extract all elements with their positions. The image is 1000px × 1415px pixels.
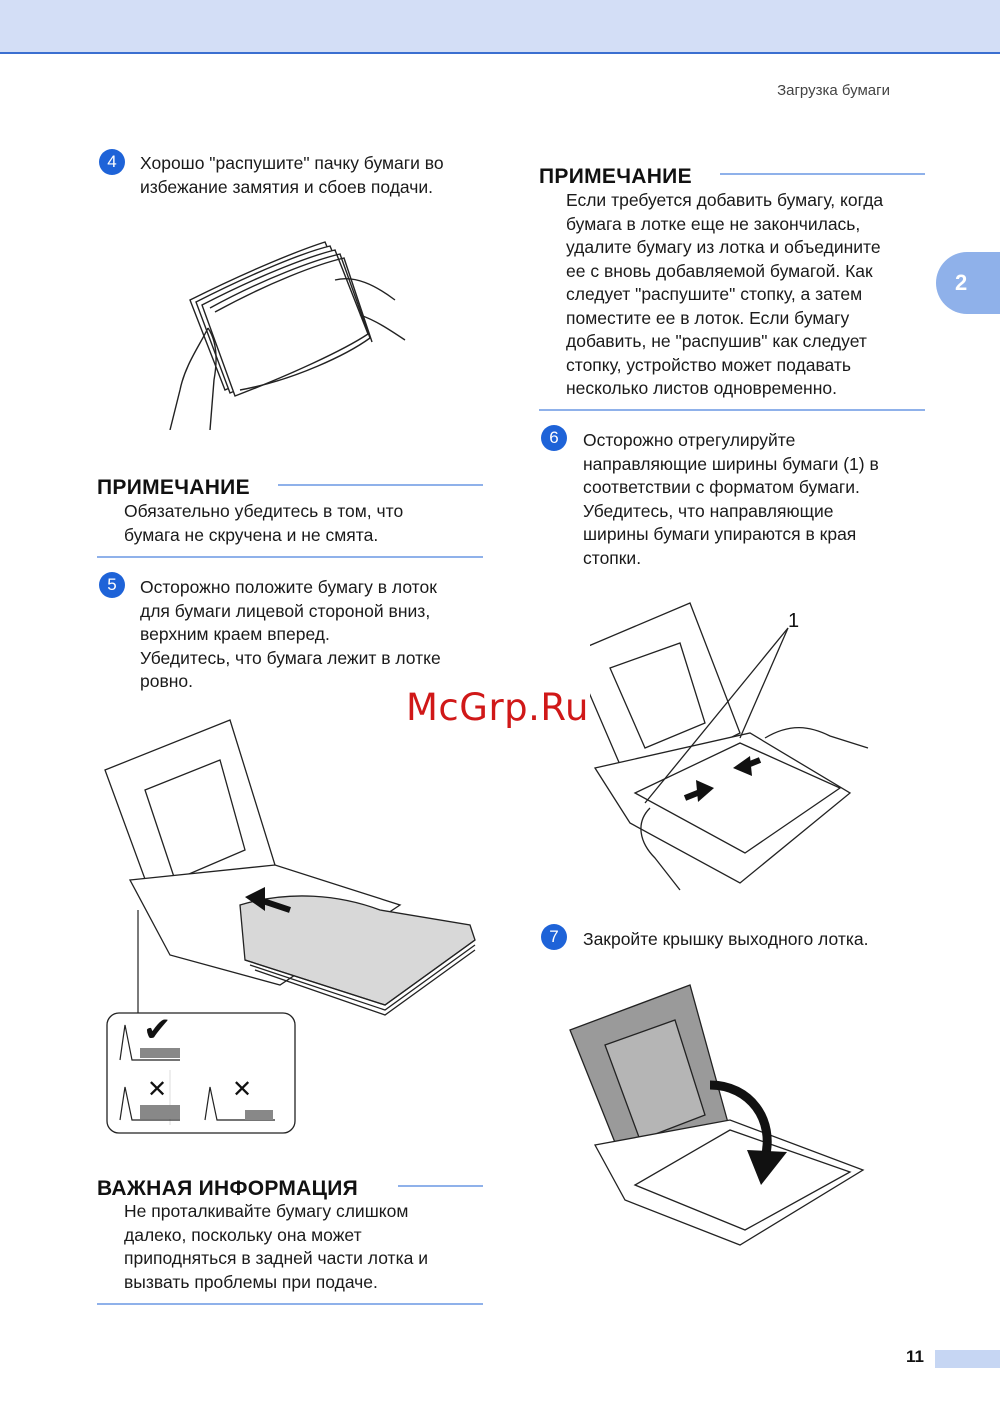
step-6-text: Осторожно отрегулируйте направляющие ширины бумаги (1) в соответствии с форматом бумаги. Убедитесь, что направляющие ширины бумаги упираются в края стопки. <box>583 430 879 568</box>
wrong-mark-icon: ✕ <box>147 1075 168 1103</box>
step-5-text: Осторожно положите бумагу в лоток для бумаги лицевой стороной вниз, верхним краем вперед. Убедитесь, что бумага лежит в лотке ровно. <box>140 577 441 691</box>
page-tab <box>935 1350 1000 1368</box>
page-number: 11 <box>906 1347 924 1366</box>
step-6-badge: 6 <box>541 425 567 451</box>
note-bottom-rule <box>539 409 925 411</box>
important-body: Не проталкивайте бумагу слишком далеко, поскольку она может приподняться в задней части лотка и вызвать проблемы при подаче. <box>124 1201 428 1292</box>
step-4-text: Хорошо "распушите" пачку бумаги во избежание замятия и сбоев подачи. <box>140 153 444 197</box>
important-bottom-rule <box>97 1303 483 1305</box>
running-title: Загрузка бумаги <box>777 82 890 99</box>
note-heading: ПРИМЕЧАНИЕ <box>539 165 692 188</box>
note-bottom-rule <box>97 556 483 558</box>
note-body: Если требуется добавить бумагу, когда бумага в лотке еще не закончилась, удалите бумагу из лотка и объедините ее с вновь добавляемой бумагой. Как следует "распушите" стопку, а затем поместите ее в лоток. Если бумагу добавить, не "распушив" как следует стопку, устройство может подавать несколько листов одновременно. <box>566 190 884 398</box>
important-heading: ВАЖНАЯ ИНФОРМАЦИЯ <box>97 1177 359 1200</box>
correct-mark-icon: ✔ <box>143 1010 172 1050</box>
step-5-badge: 5 <box>99 572 125 598</box>
step-7-badge: 7 <box>541 924 567 950</box>
note-heading-rule <box>278 484 483 486</box>
chapter-tab[interactable] <box>936 252 1000 314</box>
paper-tray-load-illustration <box>100 715 485 1140</box>
note-heading-rule <box>720 173 925 175</box>
header-band <box>0 0 1000 54</box>
important-heading-rule <box>398 1185 483 1187</box>
note-heading: ПРИМЕЧАНИЕ <box>97 476 250 499</box>
chapter-number: 2 <box>955 270 968 295</box>
close-output-tray-illustration <box>565 980 865 1250</box>
wrong-mark-icon: ✕ <box>232 1075 253 1103</box>
note-body: Обязательно убедитесь в том, что бумага не скручена и не смята. <box>124 501 404 545</box>
watermark: McGrp.Ru <box>406 686 589 729</box>
fanning-paper-illustration <box>160 230 410 430</box>
step-7-text: Закройте крышку выходного лотка. <box>583 929 869 949</box>
step-4-badge: 4 <box>99 149 125 175</box>
paper-guides-illustration <box>590 598 875 893</box>
callout-label: 1 <box>788 610 800 632</box>
